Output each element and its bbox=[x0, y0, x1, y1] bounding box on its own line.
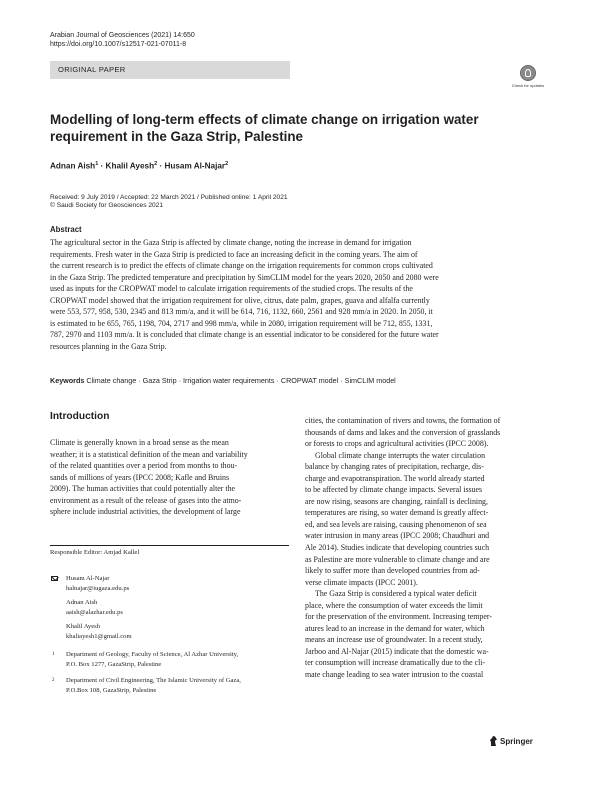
abstract-body bbox=[50, 237, 544, 352]
abstract-line: is estimated to be 655, 765, 1198, 704, 2717 and 998 mm/a, while in 2080, irrigation requirement will be 712, 855, 1331, bbox=[50, 318, 433, 328]
keywords-text: Climate change · Gaza Strip · Irrigation water requirements · CROPWAT model · SimCLIM model bbox=[86, 376, 396, 385]
badge-text: Check for updates bbox=[511, 83, 545, 88]
affiliation-marker: 1 bbox=[95, 161, 99, 167]
affiliation-marker: 2 bbox=[154, 161, 158, 167]
abstract-line: 787, 2970 and 1103 mm/a. It is concluded that climate change is an essential indicator to be considered for the future water bbox=[50, 330, 439, 340]
body-line: as Palestine are more vulnerable to climate change and are bbox=[305, 554, 490, 564]
body-line: of the related quantities over a period from months to thou- bbox=[50, 461, 238, 471]
author-name[interactable]: Adnan Aish bbox=[50, 161, 96, 171]
affiliation-line: P.O. Box 1277, GazaStrip, Palestine bbox=[66, 660, 162, 668]
affiliation-number: 2 bbox=[52, 678, 55, 683]
responsible-editor: Responsible Editor: Amjad Kallel bbox=[50, 549, 140, 556]
publication-dates: Received: 9 July 2019 / Accepted: 22 March 2021 / Published online: 1 April 2021 bbox=[50, 194, 288, 201]
body-line: for the preservation of the environment. Increasing temper- bbox=[305, 612, 492, 622]
body-line: cities, the contamination of rivers and towns, the formation of bbox=[305, 416, 501, 425]
abstract-line: in the Gaza Strip. The predicted temperature and precipitation by SimCLIM model for the years 2020, 2050 and 2080 were bbox=[50, 272, 439, 282]
body-line: 2009). The human activities that could potentially alter the bbox=[50, 484, 236, 494]
abstract-line: used as inputs for the CROPWAT model to calculate irrigation requirements of the studied crops. The results of the bbox=[50, 284, 413, 294]
body-line: temperatures are rising, so water demand is greatly affect- bbox=[305, 508, 489, 518]
body-line: to be affected by climate change impacts. Several issues bbox=[305, 485, 483, 495]
title-line: Modelling of long-term effects of climate change on irrigation water bbox=[50, 112, 479, 127]
article-title bbox=[50, 111, 520, 145]
body-line: balance by changing rates of precipitation, recharge, dis- bbox=[305, 462, 484, 472]
affiliation-line: Department of Geology, Faculty of Science, Al Azhar University, bbox=[66, 651, 239, 658]
journal-citation: Arabian Journal of Geosciences (2021) 14:650 bbox=[50, 32, 195, 39]
body-line: ter consumption will increase dramatically due to the cli- bbox=[305, 658, 486, 668]
abstract-line: The agricultural sector in the Gaza Strip is affected by climate change, noting the increase in demand for irrigation bbox=[50, 238, 412, 247]
abstract-line: CROPWAT model showed that the irrigation requirement for olive, citrus, date palm, grapes, guava and alfalfa currently bbox=[50, 295, 430, 305]
abstract-line: were 553, 577, 958, 530, 2345 and 813 mm/a, and it will be 614, 716, 1132, 660, 2561 and 928 mm/a in 2020. In 2050, it bbox=[50, 307, 433, 317]
footnote-divider bbox=[50, 545, 289, 546]
body-line: weather; it is a statistical definition of the mean and variability bbox=[50, 449, 248, 459]
affiliation bbox=[66, 676, 290, 695]
update-check-icon bbox=[520, 65, 536, 81]
springer-horse-icon bbox=[489, 735, 498, 747]
affiliation-marker: 2 bbox=[225, 161, 229, 167]
affiliation-line: P.O.Box 108, GazaStrip, Palestine bbox=[66, 686, 157, 694]
body-line: charge and evapotranspiration. The world already started bbox=[305, 473, 485, 483]
body-line: water intrusion in many areas (IPCC 2008; Chaudhuri and bbox=[305, 531, 490, 541]
body-line: Ale 2014). Studies indicate that developing countries such bbox=[305, 543, 490, 553]
correspondence-block bbox=[50, 574, 289, 724]
abstract-heading: Abstract bbox=[50, 225, 82, 234]
envelope-icon bbox=[51, 576, 58, 581]
abstract-line: the current research is to predict the effects of climate change on the irrigation requirements for common crops cultivated bbox=[50, 261, 433, 271]
contact-name: Khalil Ayesh bbox=[66, 623, 101, 630]
contact-email[interactable]: halnajar@iugaza.edu.ps bbox=[66, 584, 130, 592]
affiliation-line: Department of Civil Engineering, The Islamic University of Gaza, bbox=[66, 677, 241, 684]
body-line: sphere include industrial activities, the development of large bbox=[50, 507, 241, 517]
body-line: sands of millions of years (IPCC 2008; Kafle and Bruins bbox=[50, 472, 230, 482]
abstract-line: requirements. Fresh water in the Gaza Strip is predicted to face an increasing deficit in the coming years. The aim of bbox=[50, 249, 418, 259]
body-line: atures lead to an increase in the demand for water, which bbox=[305, 623, 485, 633]
body-line: likely to suffer more than developed countries from ad- bbox=[305, 566, 480, 576]
author-name[interactable]: Khalil Ayesh bbox=[105, 161, 155, 171]
body-line: Climate is generally known in a broad sense as the mean bbox=[50, 438, 229, 447]
check-for-updates-badge[interactable] bbox=[511, 65, 545, 95]
author-separator: · bbox=[159, 161, 163, 171]
section-label: ORIGINAL PAPER bbox=[58, 65, 126, 74]
affiliation bbox=[66, 650, 290, 669]
body-line: environment as a result of the release of gases into the atmo- bbox=[50, 495, 242, 505]
body-line: verse climate impacts (IPCC 2001). bbox=[305, 577, 418, 587]
author-name[interactable]: Husam Al-Najar bbox=[164, 161, 226, 171]
doi-link[interactable]: https://doi.org/10.1007/s12517-021-07011-8 bbox=[50, 41, 187, 48]
body-line: ed, and sea levels are raising, causing phenomenon of sea bbox=[305, 519, 487, 529]
contact-email[interactable]: khaliayesh1@gmail.com bbox=[66, 632, 132, 640]
body-line: thousands of dams and lakes and the conversion of grasslands bbox=[305, 427, 501, 437]
keywords-line bbox=[50, 376, 396, 385]
body-line: place, where the consumption of water exceeds the limit bbox=[305, 600, 483, 610]
copyright-notice: © Saudi Society for Geosciences 2021 bbox=[50, 202, 163, 209]
body-line: Global climate change interrupts the water circulation bbox=[315, 450, 486, 460]
contact-email[interactable]: aaish@alazhar.edu.ps bbox=[66, 608, 123, 616]
keywords-label: Keywords bbox=[50, 376, 85, 385]
journal-header bbox=[50, 31, 195, 49]
contact-name: Adnan Aish bbox=[66, 599, 98, 606]
body-line: Jarboo and Al-Najar (2015) indicate that the domestic wa- bbox=[305, 646, 489, 656]
body-line: mate change leading to sea water intrusion to the coastal bbox=[305, 670, 484, 680]
title-line: requirement in the Gaza Strip, Palestine bbox=[50, 129, 304, 144]
body-line: or forests to crops and agricultural activities (IPCC 2008). bbox=[305, 439, 489, 449]
affiliation-number: 1 bbox=[52, 652, 55, 657]
abstract-line: resources planning in the Gaza Strip. bbox=[50, 341, 167, 351]
author-list bbox=[50, 161, 228, 171]
body-line: are now rising, seasons are changing, rainfall is declining, bbox=[305, 496, 488, 506]
publisher-logo: Springer bbox=[500, 737, 533, 746]
contact-name: Husam Al-Najar bbox=[66, 575, 110, 582]
introduction-heading: Introduction bbox=[50, 411, 110, 422]
body-line: The Gaza Strip is considered a typical water deficit bbox=[315, 589, 477, 599]
author-separator: · bbox=[100, 161, 104, 171]
intro-right-column bbox=[305, 415, 544, 681]
body-line: means an increase use of groundwater. In a recent study, bbox=[305, 635, 483, 645]
intro-left-column bbox=[50, 437, 289, 518]
